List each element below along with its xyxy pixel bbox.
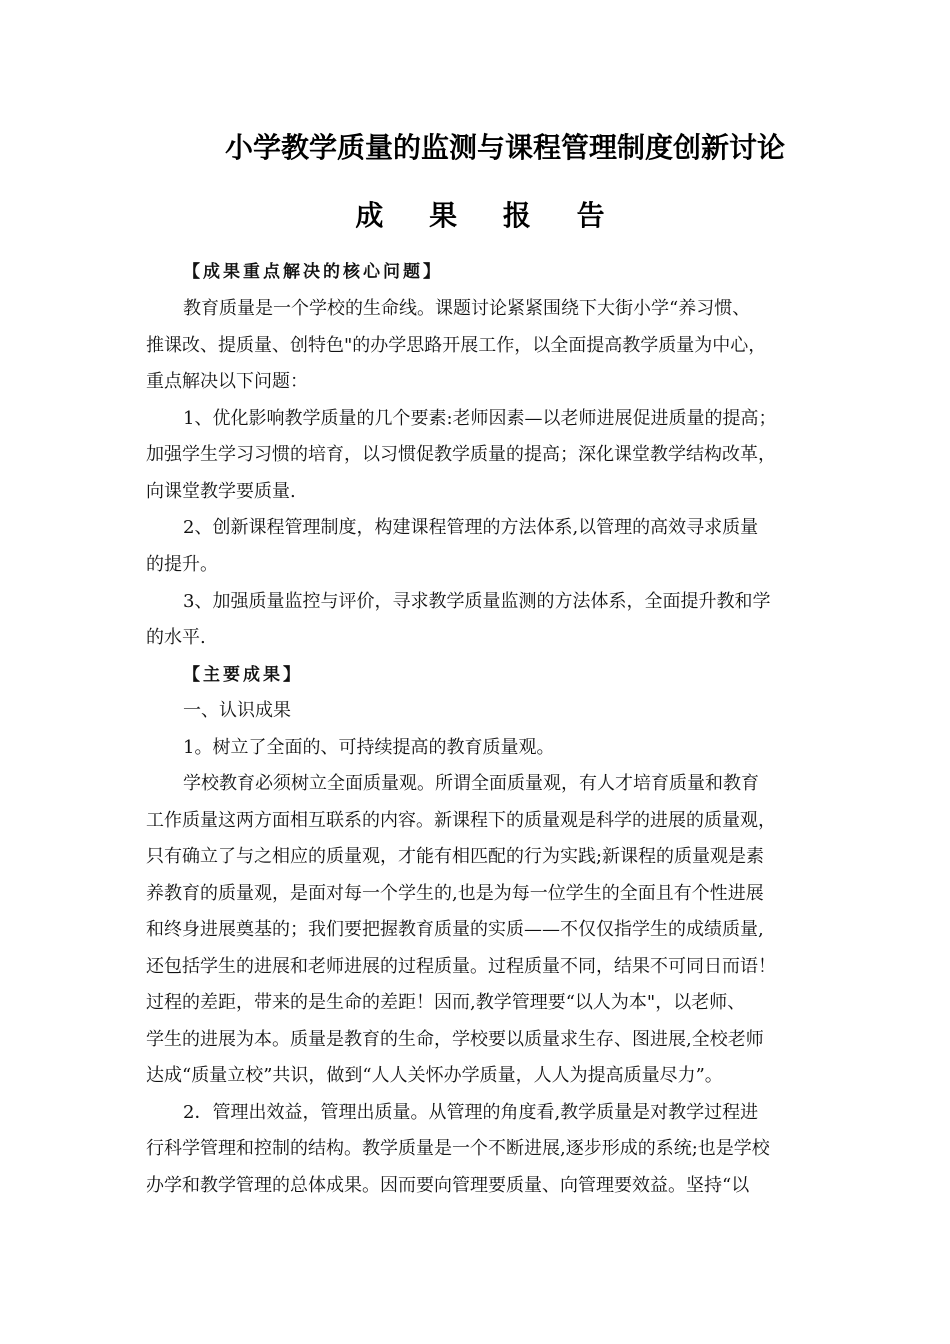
- subsection-heading: 一、认识成果: [183, 700, 291, 721]
- section-heading-core-problems: 【成果重点解决的核心问题】: [183, 262, 443, 282]
- paragraph-line: 1。树立了全面的、可持续提高的教育质量观。: [183, 737, 555, 758]
- paragraph-line: 和终身进展奠基的；我们要把握教育质量的实质——不仅仅指学生的成绩质量,: [146, 919, 764, 940]
- paragraph-line: 教育质量是一个学校的生命线。课题讨论紧紧围绕下大街小学“养习惯、: [183, 298, 751, 319]
- section-heading-main-results: 【主要成果】: [183, 665, 303, 685]
- paragraph-line: 的水平.: [146, 627, 206, 648]
- paragraph-line: 的提升。: [146, 554, 218, 575]
- paragraph-line: 2．管理出效益，管理出质量。从管理的角度看,教学质量是对教学过程进: [183, 1102, 759, 1123]
- paragraph-line: 3、加强质量监控与评价，寻求教学质量监测的方法体系，全面提升教和学: [183, 591, 771, 612]
- paragraph-line: 2、创新课程管理制度，构建课程管理的方法体系,以管理的高效寻求质量: [183, 517, 759, 538]
- paragraph-line: 行科学管理和控制的结构。教学质量是一个不断进展,逐步形成的系统;也是学校: [146, 1138, 770, 1159]
- document-subtitle: 成 果 报 告: [355, 199, 623, 232]
- document-title: 小学教学质量的监测与课程管理制度创新讨论: [224, 131, 785, 164]
- paragraph-line: 只有确立了与之相应的质量观，才能有相匹配的行为实践;新课程的质量观是素: [146, 846, 765, 867]
- paragraph-line: 还包括学生的进展和老师进展的过程质量。过程质量不同，结果不可同日而语！: [146, 956, 776, 977]
- paragraph-line: 向课堂教学要质量.: [146, 481, 296, 502]
- paragraph-line: 办学和教学管理的总体成果。因而要向管理要质量、向管理要效益。坚持“以: [146, 1175, 750, 1196]
- paragraph-line: 重点解决以下问题：: [146, 371, 308, 392]
- paragraph-line: 学生的进展为本。质量是教育的生命，学校要以质量求生存、图进展,全校老师: [146, 1029, 764, 1050]
- paragraph-line: 推课改、提质量、创特色"的办学思路开展工作，以全面提高教学质量为中心，: [146, 335, 767, 356]
- paragraph-line: 达成“质量立校”共识，做到“人人关怀办学质量，人人为提高质量尽力”。: [146, 1065, 723, 1086]
- paragraph-line: 1、优化影响教学质量的几个要素:老师因素—以老师进展促进质量的提高；: [183, 408, 777, 429]
- paragraph-line: 工作质量这两方面相互联系的内容。新课程下的质量观是科学的进展的质量观，: [146, 810, 776, 831]
- paragraph-line: 学校教育必须树立全面质量观。所谓全面质量观，有人才培育质量和教育: [183, 773, 759, 794]
- paragraph-line: 过程的差距，带来的是生命的差距！因而,教学管理要“以人为本"，以老师、: [146, 992, 746, 1013]
- paragraph-line: 加强学生学习习惯的培育，以习惯促教学质量的提高；深化课堂教学结构改革，: [146, 444, 776, 465]
- paragraph-line: 养教育的质量观，是面对每一个学生的,也是为每一位学生的全面且有个性进展: [146, 883, 764, 904]
